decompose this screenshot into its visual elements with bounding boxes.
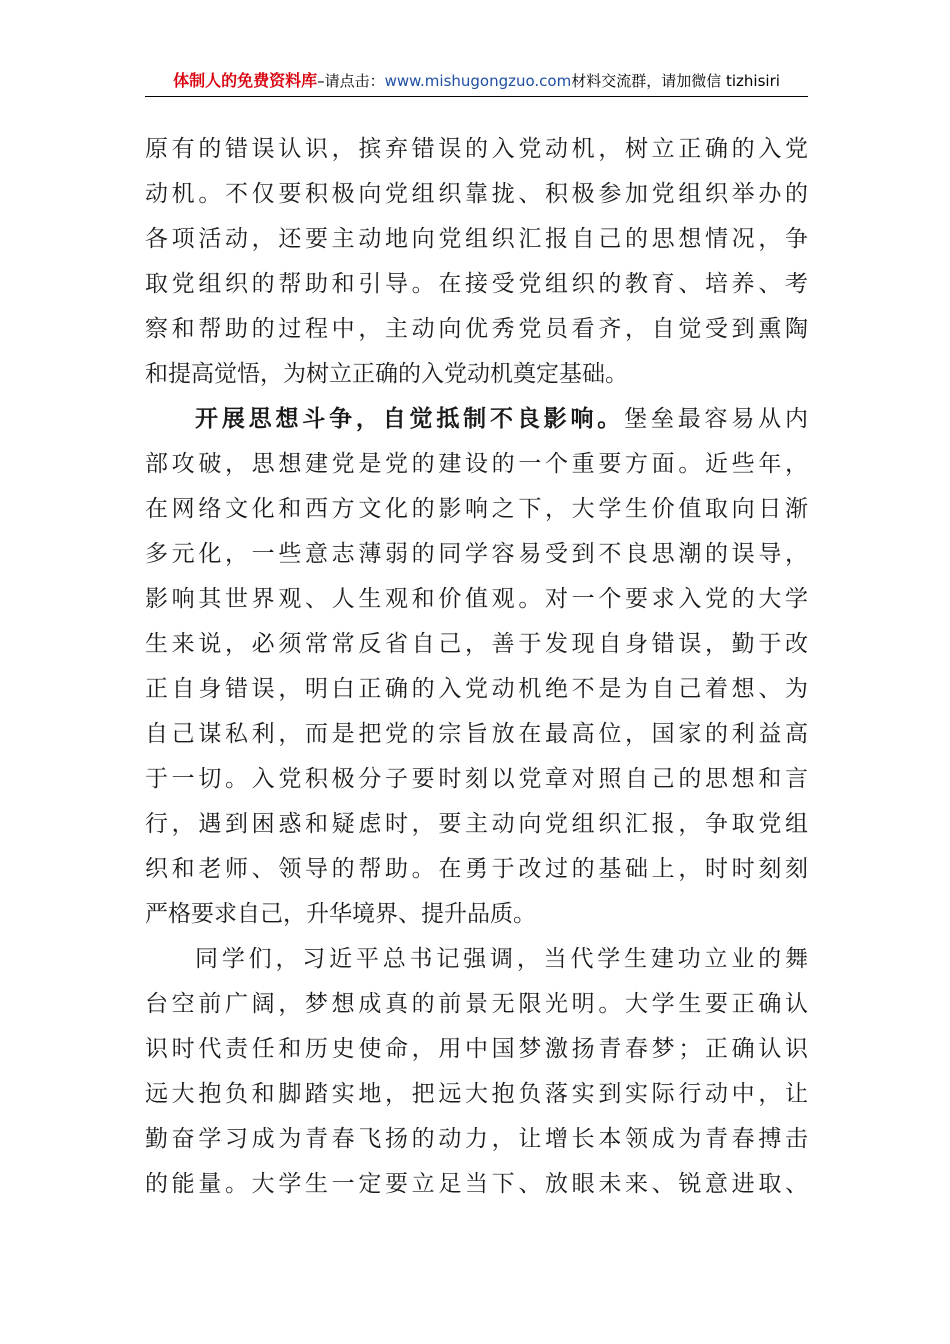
paragraph-2-line: 在网络文化和西方文化的影响之下，大学生价值取向日渐 — [145, 496, 808, 522]
page-header — [145, 66, 808, 97]
paragraph-1-line: 原有的错误认识，摈弃错误的入党动机，树立正确的入党 — [145, 136, 808, 162]
header-link[interactable]: www.mishugongzuo.com — [384, 72, 572, 90]
paragraph-2-line: 正自身错误，明白正确的入党动机绝不是为自己着想、为 — [145, 676, 808, 702]
header-prompt: –请点击： — [317, 72, 385, 90]
paragraph-3-line: 同学们，习近平总书记强调，当代学生建功立业的舞 — [195, 946, 808, 972]
paragraph-3-line: 勤奋学习成为青春飞扬的动力，让增长本领成为青春搏击 — [145, 1126, 808, 1152]
paragraph-2-line: 于一切。入党积极分子要时刻以党章对照自己的思想和言 — [145, 766, 808, 792]
paragraph-2-line: 多元化，一些意志薄弱的同学容易受到不良思潮的误导， — [145, 541, 808, 567]
paragraph-3-line: 远大抱负和脚踏实地，把远大抱负落实到实际行动中，让 — [145, 1081, 808, 1107]
paragraph-3-line: 识时代责任和历史使命，用中国梦激扬青春梦；正确认识 — [145, 1036, 808, 1062]
paragraph-1-line: 察和帮助的过程中，主动向优秀党员看齐，自觉受到熏陶 — [145, 316, 808, 342]
header-brand: 体制人的免费资料库 — [173, 71, 318, 90]
paragraph-2-line: 生来说，必须常常反省自己，善于发现自身错误，勤于改 — [145, 631, 808, 657]
paragraph-2-line: 严格要求自己，升华境界、提升品质。 — [145, 901, 536, 927]
paragraph-2-heading: 开展思想斗争，自觉抵制不良影响。 — [195, 406, 625, 432]
body-text — [145, 127, 808, 1207]
paragraph-3-line: 的能量。大学生一定要立足当下、放眼未来、锐意进取、 — [145, 1171, 808, 1197]
paragraph-1-line: 动机。不仅要积极向党组织靠拢、积极参加党组织举办的 — [145, 181, 808, 207]
paragraph-2-line: 影响其世界观、人生观和价值观。对一个要求入党的大学 — [145, 586, 808, 612]
paragraph-1-line: 取党组织的帮助和引导。在接受党组织的教育、培养、考 — [145, 271, 808, 297]
paragraph-1-line: 各项活动，还要主动地向党组织汇报自己的思想情况，争 — [145, 226, 808, 252]
paragraph-2-line: 行，遇到困惑和疑虑时，要主动向党组织汇报，争取党组 — [145, 811, 808, 837]
paragraph-2-first-line — [145, 397, 808, 442]
paragraph-2-line: 织和老师、领导的帮助。在勇于改过的基础上，时时刻刻 — [145, 856, 808, 882]
paragraph-1-line: 和提高觉悟，为树立正确的入党动机奠定基础。 — [145, 361, 628, 387]
paragraph-2-line: 部攻破，思想建党是党的建设的一个重要方面。近些年， — [145, 451, 808, 477]
paragraph-2-first-rest: 堡垒最容易从内 — [624, 406, 809, 432]
header-tail: 材料交流群，请加微信 tizhisiri — [571, 72, 780, 90]
paragraph-3-line: 台空前广阔，梦想成真的前景无限光明。大学生要正确认 — [145, 991, 808, 1017]
paragraph-2-line: 自己谋私利，而是把党的宗旨放在最高位，国家的利益高 — [145, 721, 808, 747]
